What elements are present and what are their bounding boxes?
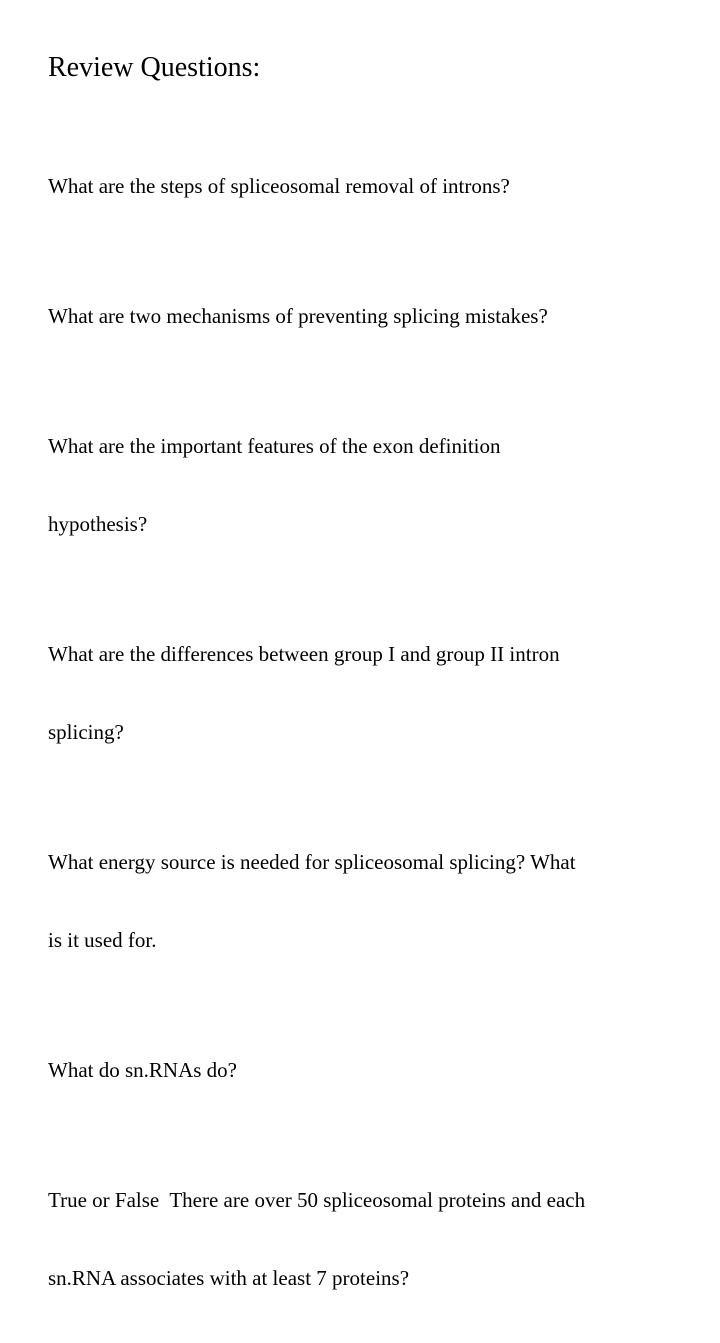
question-item — [48, 381, 678, 589]
question-line: hypothesis? — [48, 512, 148, 536]
question-line: splicing? — [48, 720, 124, 744]
question-line: What are the steps of spliceosomal removal of introns? — [48, 174, 510, 198]
question-list — [48, 121, 678, 1343]
question-line: What energy source is needed for spliceosomal splicing? What — [48, 850, 576, 874]
question-item — [48, 121, 678, 251]
question-line: True or False There are over 50 spliceosomal proteins and each — [48, 1188, 586, 1212]
question-item — [48, 1135, 678, 1343]
question-item — [48, 251, 678, 381]
question-line: What are two mechanisms of preventing splicing mistakes? — [48, 304, 548, 328]
question-line: What are the important features of the exon definition — [48, 434, 501, 458]
slide-title: Review Questions: — [48, 52, 261, 83]
question-item — [48, 797, 678, 1005]
question-line: What are the differences between group I and group II intron — [48, 642, 560, 666]
question-line: What do sn.RNAs do? — [48, 1058, 237, 1082]
question-item — [48, 589, 678, 797]
question-item — [48, 1005, 678, 1135]
question-line: is it used for. — [48, 928, 157, 952]
question-line: sn.RNA associates with at least 7 proteins? — [48, 1266, 410, 1290]
